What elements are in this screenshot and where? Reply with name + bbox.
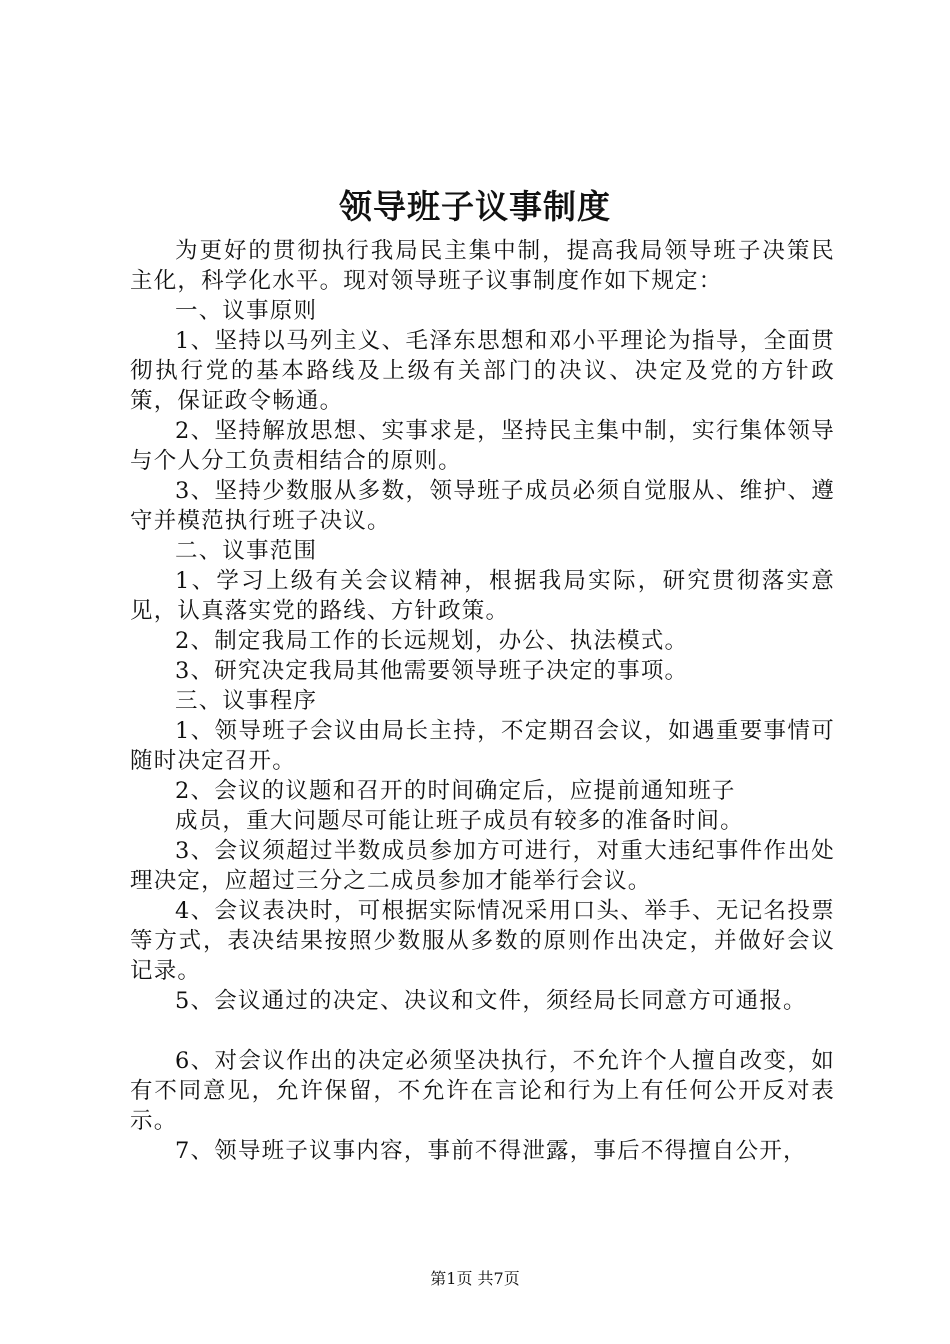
section-heading-procedure: 三、议事程序 (175, 688, 318, 714)
procedure-item-6: 6、对会议作出的决定必须坚决执行，不允许个人擅自改变，如有不同意见，允许保留，不允许在言论和行为上有任何公开反对表示。 (130, 1048, 835, 1134)
principle-item-2: 2、坚持解放思想、实事求是，坚持民主集中制，实行集体领导与个人分工负责相结合的原则。 (130, 418, 835, 474)
section-heading-principles: 一、议事原则 (175, 298, 318, 324)
document-body (130, 236, 835, 1166)
procedure-item-2-continued: 成员，重大问题尽可能让班子成员有较多的准备时间。 (175, 808, 744, 834)
intro-paragraph: 为更好的贯彻执行我局民主集中制，提高我局领导班子决策民主化，科学化水平。现对领导班子议事制度作如下规定： (130, 238, 835, 294)
procedure-item-2: 2、会议的议题和召开的时间确定后，应提前通知班子 (175, 778, 736, 804)
procedure-item-1: 1、领导班子会议由局长主持，不定期召会议，如遇重要事情可随时决定召开。 (130, 718, 835, 774)
procedure-item-5: 5、会议通过的决定、决议和文件，须经局长同意方可通报。 (175, 988, 807, 1014)
scope-item-1: 1、学习上级有关会议精神，根据我局实际，研究贯彻落实意见，认真落实党的路线、方针政策。 (130, 568, 835, 624)
scope-item-2: 2、制定我局工作的长远规划，办公、执法模式。 (175, 628, 689, 654)
procedure-item-4: 4、会议表决时，可根据实际情况采用口头、举手、无记名投票等方式，表决结果按照少数服从多数的原则作出决定，并做好会议记录。 (130, 898, 835, 984)
principle-item-1: 1、坚持以马列主义、毛泽东思想和邓小平理论为指导，全面贯彻执行党的基本路线及上级有关部门的决议、决定及党的方针政策，保证政令畅通。 (130, 328, 835, 414)
procedure-item-3: 3、会议须超过半数成员参加方可进行，对重大违纪事件作出处理决定，应超过三分之二成员参加才能举行会议。 (130, 838, 835, 894)
section-heading-scope: 二、议事范围 (175, 538, 318, 564)
page-number-footer: 第1页 共7页 (430, 1269, 520, 1288)
document-title: 领导班子议事制度 (339, 187, 611, 226)
scope-item-3: 3、研究决定我局其他需要领导班子决定的事项。 (175, 658, 689, 684)
principle-item-3: 3、坚持少数服从多数，领导班子成员必须自觉服从、维护、遵守并模范执行班子决议。 (130, 478, 835, 534)
procedure-item-7: 7、领导班子议事内容，事前不得泄露，事后不得擅自公开， (175, 1138, 807, 1164)
